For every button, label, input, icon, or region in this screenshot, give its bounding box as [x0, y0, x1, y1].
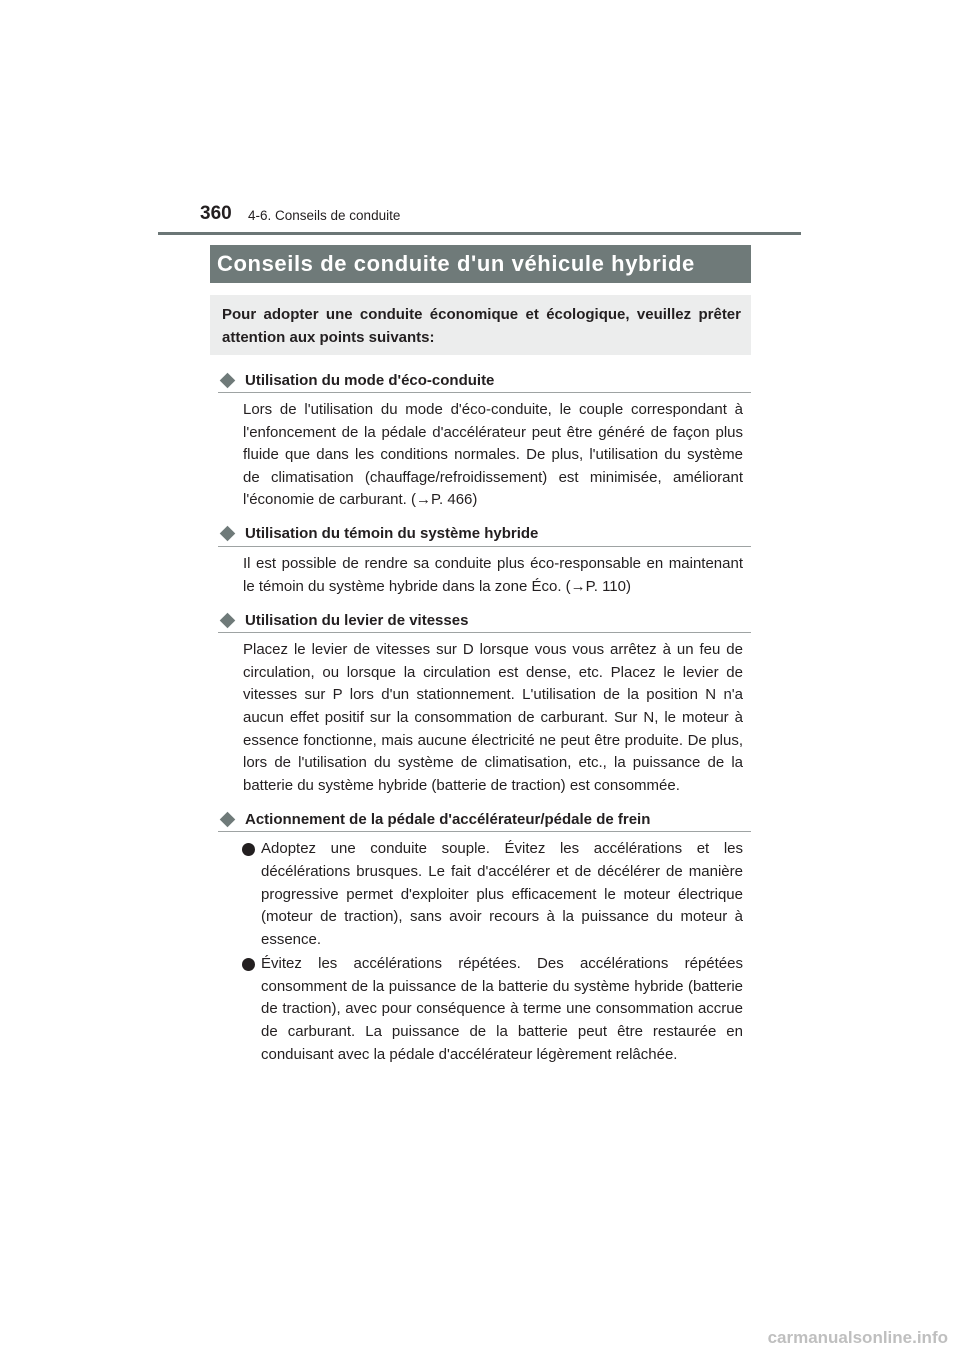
section-heading-text: Utilisation du mode d'éco-conduite	[245, 371, 495, 389]
bullet-item	[261, 838, 743, 951]
bullet-icon	[242, 843, 255, 856]
bullet-text: Adoptez une conduite souple. Évitez les accélérations et les décélérations brusques. Le fait d'accélérer et de décélérer de manière progressive permet d'exploiter plus efficacement le moteur électrique (moteur de traction), sans avoir recours à la puissance du moteur à essence.	[261, 840, 743, 948]
section-heading-text: Actionnement de la pédale d'accélérateur/pédale de frein	[245, 810, 651, 828]
page-number: 360	[200, 203, 232, 224]
section-heading	[218, 608, 751, 633]
section-eco-mode	[218, 368, 751, 512]
bullet-icon	[242, 958, 255, 971]
title-bar	[210, 245, 751, 283]
section-body: Il est possible de rendre sa conduite plus éco-responsable en maintenant le témoin du système hybride dans la zone Éco. (→P. 110)	[243, 554, 743, 595]
diamond-icon	[220, 372, 236, 388]
intro-text: Pour adopter une conduite économique et écologique, veuillez prêter attention aux points suivants:	[222, 306, 741, 346]
section-shift-lever	[218, 608, 751, 797]
watermark[interactable]: carmanualsonline.info	[767, 1328, 948, 1347]
bullet-text: Évitez les accélérations répétées. Des accélérations répétées consomment de la puissance de la batterie du système hybride (batterie de traction), avec pour conséquence à terme une consommation accrue de carburant. La puissance de la batterie peut être restaurée en conduisant avec la pédale d'accélérateur légèrement relâchée.	[261, 955, 743, 1063]
section-heading	[218, 807, 751, 832]
header-rule	[158, 232, 801, 235]
section-heading	[218, 368, 751, 393]
bullet-item	[261, 953, 743, 1066]
section-body: Placez le levier de vitesses sur D lorsque vous vous arrêtez à un feu de circulation, ou lorsque la circulation est dense, etc. Placez le levier de vitesses sur P lors d'un stationnement. L'utilisation de la position N n'a aucun effet positif sur la consommation de carburant. Sur N, le moteur à essence fonctionne, mais aucune électricité ne peut être produite. De plus, lors de l'utilisation du système de climatisation, etc., la puissance de la batterie du système hybride (batterie de traction) est consommée.	[243, 641, 743, 794]
intro-box	[210, 295, 751, 355]
page-title: Conseils de conduite d'un véhicule hybride	[217, 251, 695, 276]
diamond-icon	[220, 526, 236, 542]
section-hybrid-indicator	[218, 522, 751, 598]
content	[218, 368, 751, 1068]
section-reference: 4-6. Conseils de conduite	[248, 208, 401, 223]
section-heading-text: Utilisation du levier de vitesses	[245, 611, 469, 629]
section-heading-text: Utilisation du témoin du système hybride	[245, 525, 539, 543]
section-body: Lors de l'utilisation du mode d'éco-conduite, le couple correspondant à l'enfoncement de la pédale d'accélérateur peut être généré de façon plus fluide que dans les conditions normales. De plus, l'utilisation du système de climatisation (chauffage/refroidissement) est minimisée, améliorant l'économie de carburant. (→P. 466)	[243, 401, 743, 509]
section-pedals	[218, 807, 751, 1066]
diamond-icon	[220, 812, 236, 828]
diamond-icon	[220, 612, 236, 628]
section-heading	[218, 522, 751, 547]
